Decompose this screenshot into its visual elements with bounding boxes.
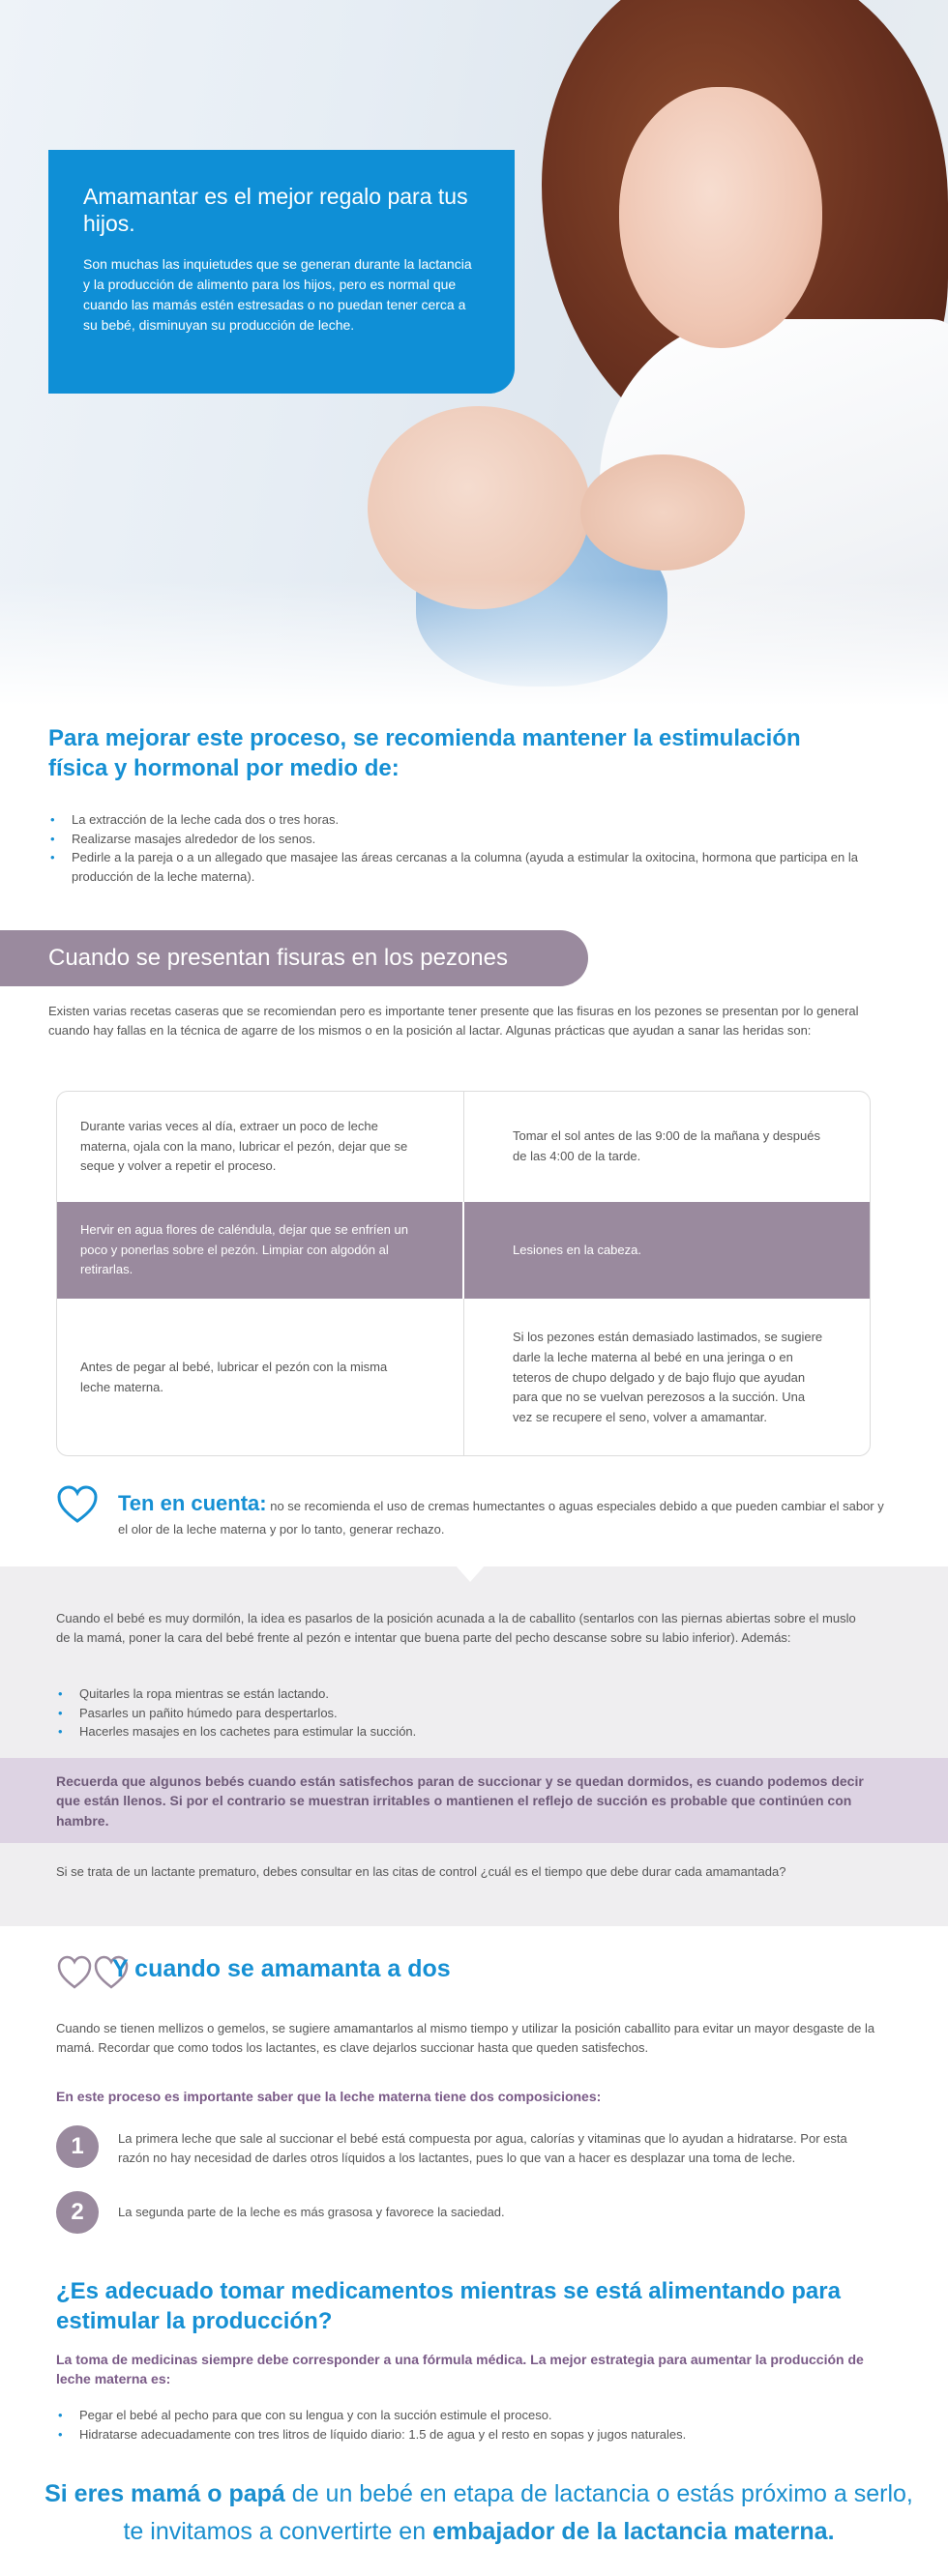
highlight-band [0, 1758, 948, 1843]
table-row [57, 1092, 870, 1202]
medicine-list [56, 2406, 888, 2444]
step-number: 1 [56, 2125, 99, 2168]
section-notch [455, 1565, 486, 1582]
fissures-heading: Cuando se presentan fisuras en los pezones [0, 930, 588, 986]
table-cell: Tomar el sol antes de las 9:00 de la mañana y después de las 4:00 de la tarde. [513, 1128, 820, 1163]
table-cell: Hervir en agua flores de caléndula, dejar que se enfríen un poco y ponerlas sobre el pezón. Limpiar con algodón al retirarlas. [57, 1202, 464, 1299]
premature-text: Si se trata de un lactante prematuro, debes consultar en las citas de control ¿cuál es el tiempo que debe durar cada amamantada? [56, 1864, 786, 1879]
list-item: • Quitarles la ropa mientras se están lactando. [56, 1684, 859, 1704]
highlight-text: Recuerda que algunos bebés cuando están satisfechos paran de succionar y se quedan dormidos, es cuando podemos decir que están llenos. Si por el contrario se muestran irritables o mantienen el reflejo de succión es probable que continúen con hambre. [56, 1773, 864, 1829]
step-text: La primera leche que sale al succionar el bebé está compuesta por agua, calorías y vitaminas que lo ayudan a hidratarse. Por esta razón no hay necesidad de darles otros líquidos a los lactantes, pues lo que van a hacer es desplazar una toma de leche. [118, 2131, 847, 2166]
list-item: • Hacerles masajes en los cachetes para estimular la succión. [56, 1722, 859, 1742]
step-number: 2 [56, 2191, 99, 2234]
hero-text: Son muchas las inquietudes que se generan durante la lactancia y la producción de alimento para los hijos, pero es normal que cuando las mamás estén estresadas o no puedan tener cerca a su bebé, disminuyan su producción de leche. [83, 256, 472, 334]
table-row [57, 1202, 870, 1299]
stimulation-heading: Para mejorar este proceso, se recomienda mantener la estimulación física y hormonal por medio de: [48, 725, 801, 782]
hero-fade [0, 580, 948, 706]
tip-label: Ten en cuenta: [118, 1491, 267, 1515]
list-item: • Pasarles un pañito húmedo para despertarlos. [56, 1704, 859, 1723]
stimulation-list [48, 810, 900, 886]
twins-text: Cuando se tienen mellizos o gemelos, se sugiere amamantarlos al mismo tiempo y utilizar la posición caballito para evitar un mayor desgaste de la mamá. Recordar que como todos los lactantes, es clave dejarlos succionar hasta que queden satisfechos. [56, 2021, 875, 2056]
hero-mother-face [619, 87, 822, 348]
step-text: La segunda parte de la leche es más grasosa y favorece la saciedad. [118, 2205, 505, 2219]
list-item: • La extracción de la leche cada dos o tres horas. [48, 810, 900, 830]
twins-subheading: En este proceso es importante saber que la leche materna tiene dos composiciones: [56, 2089, 602, 2104]
sleepy-list [56, 1684, 859, 1742]
twins-heading: Y cuando se amamanta a dos [112, 1955, 451, 1982]
heart-icon [56, 1485, 99, 1524]
table-cell: Si los pezones están demasiado lastimados, se sugiere darle la leche materna al bebé en una jeringa o en teteros de chupo delgado y de bajo flujo que ayudan para que no se vuelvan perezosos a la succión. Una vez se recupere el seno, volver a amamantar. [513, 1330, 823, 1425]
closing-bold-1: Si eres mamá o papá [44, 2480, 285, 2507]
medicine-subheading: La toma de medicinas siempre debe corresponder a una fórmula médica. La mejor estrategia para aumentar la producción de leche materna es: [56, 2352, 864, 2387]
hero-baby-head [368, 406, 590, 609]
table-cell: Lesiones en la cabeza. [513, 1242, 641, 1257]
sleepy-intro: Cuando el bebé es muy dormilón, la idea es pasarlos de la posición acunada a la de caballito (sentarlos con las piernas abiertas sobre el muslo de la mamá, poner la cara del bebé frente al pezón e intentar que buena parte del pecho descanse sobre su labio inferior). Además: [56, 1611, 856, 1646]
table-cell: Durante varias veces al día, extraer un poco de leche materna, ojala con la mano, lubricar el pezón, dejar que se seque y volver a repetir el proceso. [57, 1092, 464, 1202]
fissures-table [56, 1091, 871, 1456]
medicine-heading: ¿Es adecuado tomar medicamentos mientras se está alimentando para estimular la producción? [56, 2278, 841, 2335]
table-cell: Antes de pegar al bebé, lubricar el pezón con la misma leche materna. [57, 1299, 464, 1456]
closing-bold-2: embajador de la lactancia materna. [432, 2517, 835, 2545]
list-item: • Pedirle a la pareja o a un allegado que masajee las áreas cercanas a la columna (ayuda a estimular la oxitocina, hormona que participa en la producción de la leche materna). [48, 848, 900, 886]
tip-body: no se recomienda el uso de cremas humectantes o aguas especiales debido a que pueden cambiar el sabor y el olor de la leche materna y por lo tanto, generar rechazo. [118, 1499, 884, 1537]
list-item: • Pegar el bebé al pecho para que con su lengua y con la succión estimule el proceso. [56, 2406, 888, 2425]
list-item: • Realizarse masajes alrededor de los senos. [48, 830, 900, 849]
list-item: • Hidratarse adecuadamente con tres litros de líquido diario: 1.5 de agua y el resto en sopas y jugos naturales. [56, 2425, 888, 2444]
hero-title: Amamantar es el mejor regalo para tus hijos. [83, 184, 468, 237]
hero-box [48, 150, 515, 394]
hero-mother-hand [580, 454, 745, 571]
closing-text [44, 2475, 914, 2551]
fissures-intro: Existen varias recetas caseras que se recomiendan pero es importante tener presente que las fisuras en los pezones se presentan por lo general cuando hay fallas en la técnica de agarre de los mismos o en la posición al lactar. Algunas prácticas que ayudan a sanar las heridas son: [48, 1004, 859, 1039]
table-row [57, 1299, 870, 1456]
closing-mid: de un bebé en etapa de lactancia o estás próximo a serlo, te invitamos a convertirte en [123, 2480, 913, 2545]
tip-text [118, 1487, 892, 1539]
